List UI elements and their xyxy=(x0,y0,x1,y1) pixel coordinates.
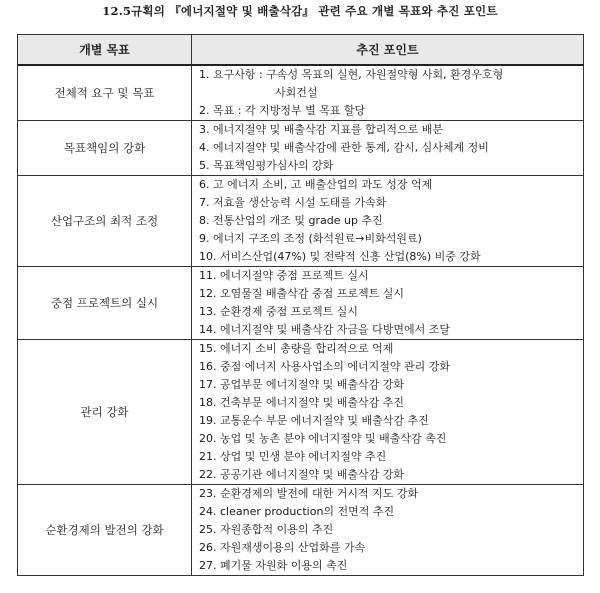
point-item: 22. 공공기관 에너지절약 및 배출삭감 강화 xyxy=(199,468,404,481)
point-item: 25. 자원종합적 이용의 추진 xyxy=(199,523,334,536)
points-cell xyxy=(192,121,584,176)
point-item: 16. 중점 에너지 사용사업소의 에너지절약 관리 강화 xyxy=(199,360,450,373)
goals-table xyxy=(17,34,584,576)
table-row xyxy=(18,121,584,176)
table-header-row xyxy=(18,35,584,66)
point-item: 26. 자원재생이용의 산업화를 가속 xyxy=(199,541,366,554)
document-title: 12.5규획의 『에너지절약 및 배출삭감』 관련 주요 개별 목표와 추진 포인트 xyxy=(102,4,498,18)
goal-cell: 관리 강화 xyxy=(18,340,192,485)
goal-cell: 전체적 요구 및 목표 xyxy=(18,65,192,121)
column-header-points: 추진 포인트 xyxy=(192,35,584,66)
point-item: 6. 고 에너지 소비, 고 배출산업의 과도 성장 억제 xyxy=(199,178,433,191)
point-item: 15. 에너지 소비 총량을 합리적으로 억제 xyxy=(199,342,394,355)
points-cell xyxy=(192,267,584,340)
goal-cell: 목표책임의 강화 xyxy=(18,121,192,176)
point-item: 23. 순환경제의 발전에 대한 거시적 지도 강화 xyxy=(199,487,419,500)
points-cell xyxy=(192,485,584,576)
point-item: 10. 서비스산업(47%) 및 전략적 신흥 산업(8%) 비중 강화 xyxy=(199,250,481,263)
point-item: 24. cleaner production의 전면적 추진 xyxy=(199,505,395,518)
point-item: 21. 상업 및 민생 분야 에너지절약 추진 xyxy=(199,450,387,463)
point-item: 18. 건축부문 에너지절약 및 배출삭감 추진 xyxy=(199,396,404,409)
point-item: 12. 오염물질 배출삭감 중점 프로젝트 실시 xyxy=(199,287,404,300)
table-row xyxy=(18,267,584,340)
point-item: 8. 전통산업의 개조 및 grade up 추진 xyxy=(199,214,383,227)
point-item: 5. 목표책임평가심사의 강화 xyxy=(199,159,334,172)
point-item: 7. 저효율 생산능력 시설 도태를 가속화 xyxy=(199,196,387,209)
point-item: 17. 공업부문 에너지절약 및 배출삭감 강화 xyxy=(199,378,404,391)
table-row xyxy=(18,485,584,576)
table-row xyxy=(18,176,584,267)
table-row xyxy=(18,340,584,485)
point-item: 14. 에너지절약 및 배출삭감 자금을 다방면에서 조달 xyxy=(199,323,450,336)
point-item: 19. 교통운수 부문 에너지절약 및 배출삭감 추진 xyxy=(199,414,429,427)
point-item: 20. 농업 및 농촌 분야 에너지절약 및 배출삭감 촉진 xyxy=(199,432,447,445)
table-row xyxy=(18,65,584,121)
points-cell xyxy=(192,176,584,267)
points-cell xyxy=(192,340,584,485)
point-item: 1. 요구사항 : 구속성 목표의 실현, 자원절약형 사회, 환경우호형 xyxy=(199,68,504,81)
points-cell xyxy=(192,65,584,121)
point-item: 11. 에너지절약 중점 프로젝트 실시 xyxy=(199,269,369,282)
point-item: 4. 에너지절약 및 배출삭감에 관한 통계, 감시, 심사체계 정비 xyxy=(199,141,489,154)
point-item: 3. 에너지절약 및 배출삭감 지표를 합리적으로 배분 xyxy=(199,123,443,136)
point-item: 13. 순환경제 중점 프로젝트 실시 xyxy=(199,305,358,318)
point-item-continuation: 사회건설 xyxy=(275,86,318,99)
point-item: 27. 폐기물 자원화 이용의 촉진 xyxy=(199,559,348,572)
goal-cell: 중점 프로젝트의 실시 xyxy=(18,267,192,340)
point-item: 2. 목표 : 각 지방정부 별 목표 할당 xyxy=(199,104,366,117)
point-item: 9. 에너지 구조의 조정 (화석원료→비화석원료) xyxy=(199,232,422,245)
goal-cell: 순환경제의 발전의 강화 xyxy=(18,485,192,576)
goal-cell: 산업구조의 최적 조정 xyxy=(18,176,192,267)
column-header-goal: 개별 목표 xyxy=(18,35,192,66)
